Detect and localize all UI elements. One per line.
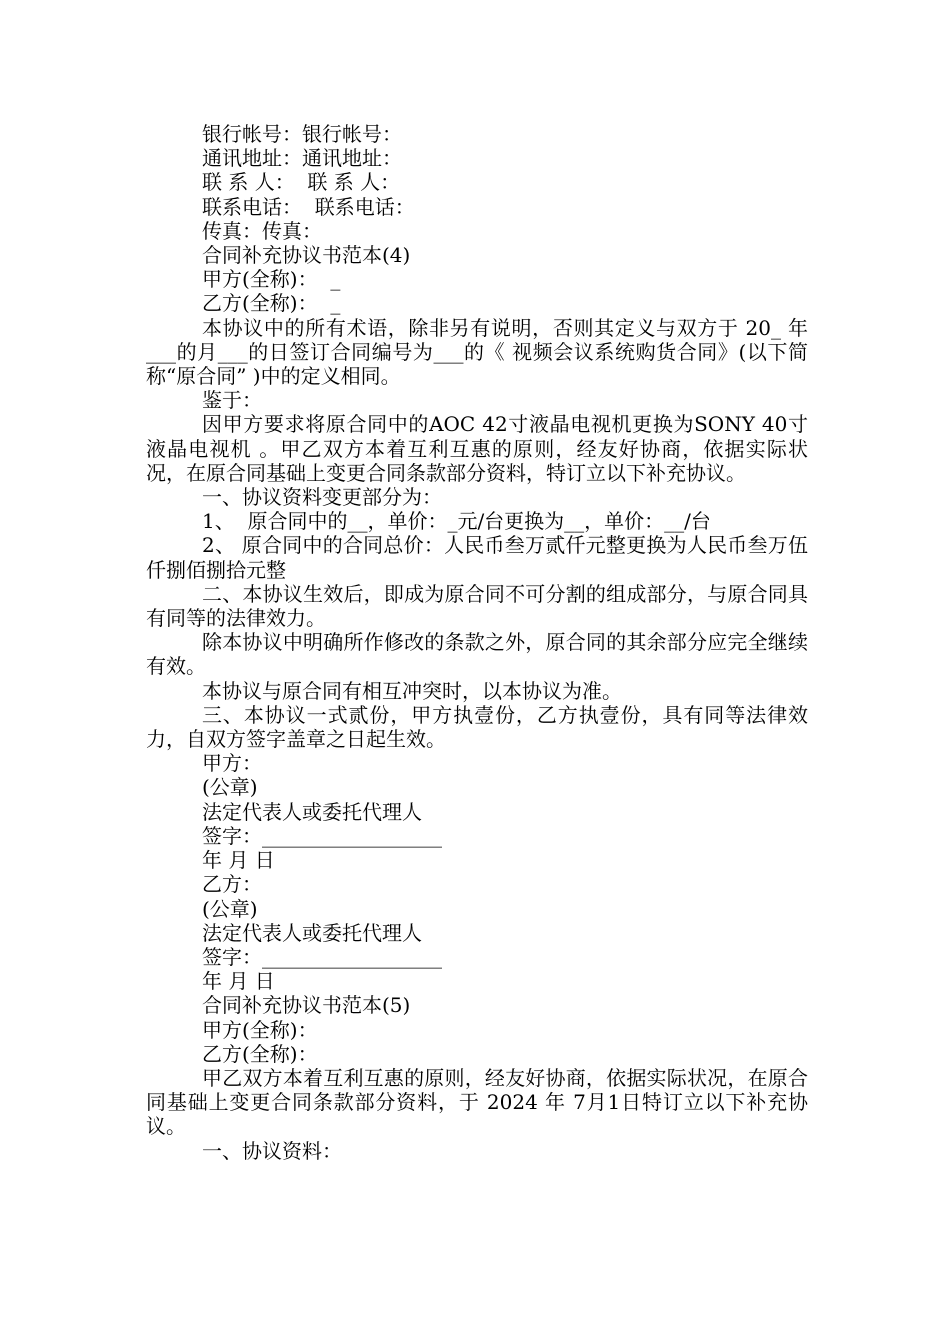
text-line: 签字：__________________	[202, 944, 442, 969]
text-line: 年 月 日	[202, 848, 275, 873]
paragraph: 因甲方要求将原合同中的AOC 42寸液晶电视机更换为SONY 40寸液晶电视机 。甲乙双方本着互利互惠的原则，经友好协商，依据实际状况，在原合同基础上变更合同条款部分资料，特订立以下补充协议。	[146, 412, 808, 485]
text-line: 甲方：	[202, 751, 262, 776]
paragraph: 2、 原合同中的合同总价：人民币叁万贰仟元整更换为人民币叁万伍仟捌佰捌拾元整	[146, 533, 808, 582]
text-line: 年 月 日	[202, 969, 275, 994]
paragraph: 二、本协议生效后，即成为原合同不可分割的组成部分，与原合同具有同等的法律效力。	[146, 581, 808, 631]
text-line: 合同补充协议书范本(5)	[202, 993, 411, 1018]
text-line: 联系电话： 联系电话：	[202, 194, 415, 219]
text-line: 乙方：	[202, 872, 262, 897]
text-line: (公章)	[202, 896, 258, 921]
text-line: 一、协议资料：	[202, 1138, 342, 1163]
text-line: (公章)	[202, 775, 258, 800]
text-line: 通讯地址：通讯地址：	[202, 146, 402, 171]
text-line: 1、 原合同中的__，单价：_元/台更换为__，单价：__/台	[202, 509, 711, 534]
paragraph: 三、本协议一式贰份，甲方执壹份，乙方执壹份，具有同等法律效力，自双方签字盖章之日起生效。	[146, 702, 808, 752]
document-page	[146, 122, 808, 1163]
text-line: 乙方(全称)：	[202, 1041, 318, 1066]
paragraph: 本协议中的所有术语，除非另有说明，否则其定义与双方于 20_ 年___的月___的日签订合同编号为___的《 视频会议系统购货合同》(以下简称“原合同” )中的定义相同。	[146, 315, 808, 389]
paragraph: 甲乙双方本着互利互惠的原则，经友好协商，依据实际状况，在原合同基础上变更合同条款部分资料，于 2024 年 7月1日特订立以下补充协议。	[146, 1065, 808, 1139]
text-line: 法定代表人或委托代理人	[202, 799, 422, 824]
text-line: 一、协议资料变更部分为：	[202, 485, 442, 510]
text-line: 鉴于：	[202, 388, 262, 413]
text-line: 银行帐号：银行帐号：	[202, 122, 402, 146]
text-line: 合同补充协议书范本(4)	[202, 243, 411, 268]
text-line: 乙方(全称)： _	[202, 291, 341, 316]
text-line: 法定代表人或委托代理人	[202, 920, 422, 945]
text-line: 甲方(全称)：	[202, 1017, 318, 1042]
text-line: 签字：__________________	[202, 823, 442, 848]
text-line: 传真：传真：	[202, 218, 322, 243]
paragraph: 除本协议中明确所作修改的条款之外，原合同的其余部分应完全继续有效。	[146, 630, 808, 679]
text-line: 本协议与原合同有相互冲突时，以本协议为准。	[202, 678, 622, 703]
text-line: 联 系 人： 联 系 人：	[202, 170, 401, 195]
text-line: 甲方(全称)： _	[202, 267, 341, 292]
